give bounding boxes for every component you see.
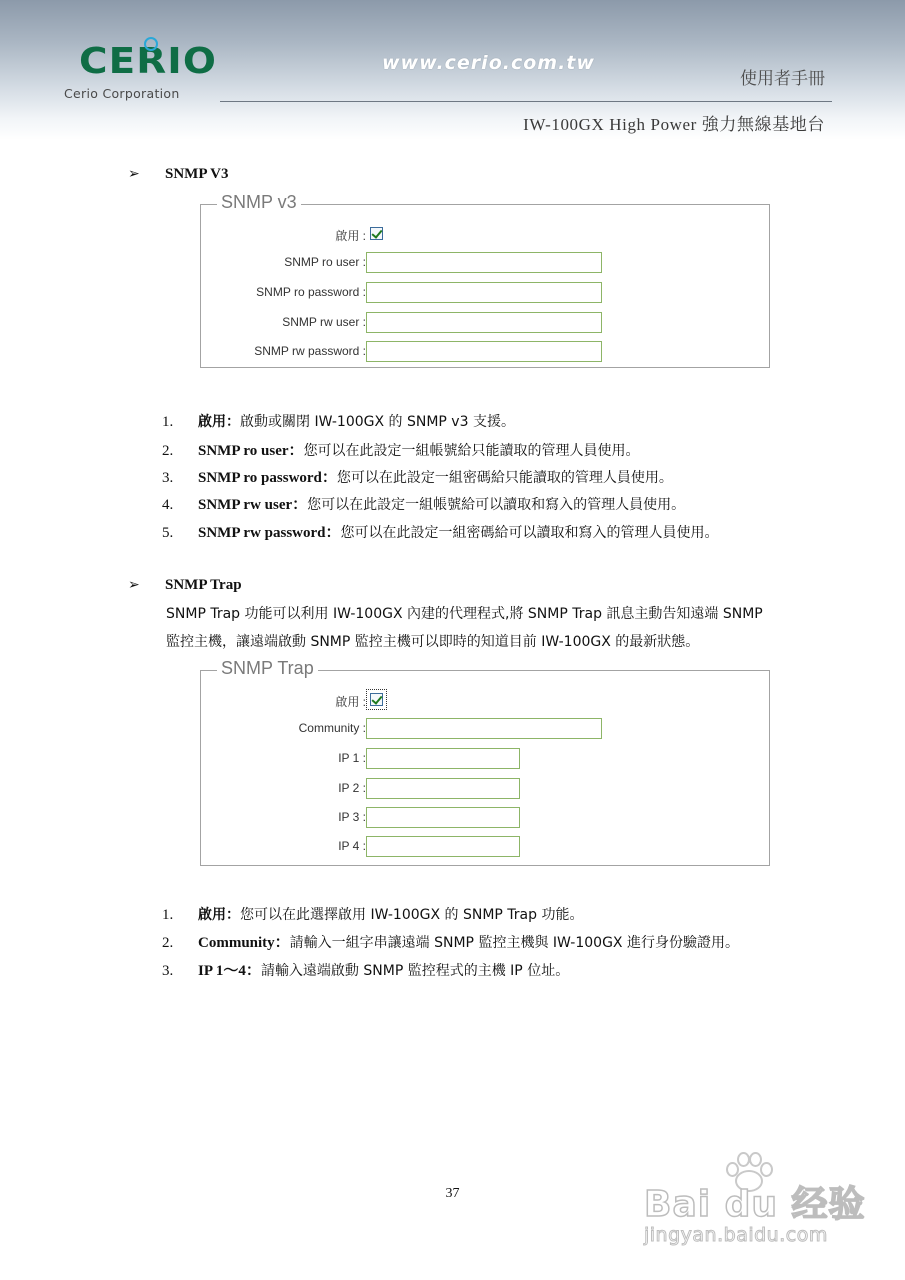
manual-title: 使用者手冊 [740,69,825,89]
list-item: 3. IP 1～4：請輸入遠端啟動 SNMP 監控程式的主機 IP 位址。 [162,963,570,979]
logo-wordmark: CERIO [79,41,217,82]
list-item: 3. SNMP ro password：您可以在此設定一組密碼給只能讀取的管理人員使用。 [162,470,673,486]
bullet-arrow-icon: ➢ [128,166,140,182]
company-name: Cerio Corporation [64,86,180,101]
watermark-brand: Bai du 经验 [644,1184,866,1225]
snmp-ro-password-input[interactable] [366,282,602,303]
rw-user-label: SNMP rw user : [282,315,366,329]
ip3-label: IP 3 : [338,810,366,824]
snmp-trap-enable-checkbox[interactable] [370,693,383,706]
snmp-v3-legend: SNMP v3 [217,192,301,213]
community-input[interactable] [366,718,602,739]
snmp-trap-heading-text: SNMP Trap [165,577,242,593]
snmp-v3-rw-user-row [201,312,769,334]
header-divider [220,101,832,102]
snmp-v3-heading-text: SNMP V3 [165,166,229,182]
community-label: Community : [298,721,366,735]
list-item: 5. SNMP rw password：您可以在此設定一組密碼給可以讀取和寫入的管理人員使用。 [162,525,719,541]
product-title: IW-100GX High Power 強力無線基地台 [523,115,825,134]
snmp-trap-legend: SNMP Trap [217,658,318,679]
ip2-row [201,778,769,800]
snmp-rw-user-input[interactable] [366,312,602,333]
snmp-v3-ro-user-row [201,252,769,274]
ip2-input[interactable] [366,778,520,799]
ro-password-label: SNMP ro password : [256,285,366,299]
list-item: 2. SNMP ro user：您可以在此設定一組帳號給只能讀取的管理人員使用。 [162,443,640,459]
snmp-v3-ro-password-row [201,282,769,304]
snmp-v3-fieldset [200,192,770,368]
section-heading-snmp-v3 [128,166,228,183]
ro-user-label: SNMP ro user : [284,255,366,269]
list-item: 1. 啟用：您可以在此選擇啟用 IW-100GX 的 SNMP Trap 功能。 [162,907,584,923]
ip3-input[interactable] [366,807,520,828]
ip2-label: IP 2 : [338,781,366,795]
ip4-input[interactable] [366,836,520,857]
snmp-rw-password-input[interactable] [366,341,602,362]
ip3-row [201,807,769,829]
ip1-row [201,748,769,770]
logo-dot-icon [144,37,158,51]
page-number: 37 [445,1186,460,1201]
list-item: 1. 啟用：啟動或關閉 IW-100GX 的 SNMP v3 支援。 [162,414,515,430]
snmp-trap-enable-row [201,690,769,712]
ip1-label: IP 1 : [338,751,366,765]
list-item: 2. Community：請輸入一組字串讓遠端 SNMP 監控主機與 IW-100GX 進行身份驗證用。 [162,935,739,951]
ip1-input[interactable] [366,748,520,769]
rw-password-label: SNMP rw password : [254,344,366,358]
cerio-logo [62,38,217,108]
snmp-v3-rw-password-row [201,341,769,363]
enable-label: 啟用 : [335,229,366,243]
watermark-url: jingyan.baidu.com [644,1224,828,1246]
bullet-arrow-icon: ➢ [128,577,140,593]
baidu-watermark [640,1150,880,1260]
snmp-trap-fieldset [200,658,770,866]
ip4-label: IP 4 : [338,839,366,853]
ip4-row [201,836,769,858]
website-url: www.cerio.com.tw [382,52,595,74]
snmp-ro-user-input[interactable] [366,252,602,273]
list-item: 4. SNMP rw user：您可以在此設定一組帳號給可以讀取和寫入的管理人員使用。 [162,497,686,513]
trap-description-line-1: SNMP Trap 功能可以利用 IW-100GX 內建的代理程式,將 SNMP Trap 訊息主動告知遠端 SNMP [166,606,763,622]
page-header [0,0,905,140]
enable-label: 啟用 : [335,695,366,709]
community-row [201,718,769,740]
trap-description-line-2: 監控主機，讓遠端啟動 SNMP 監控主機可以即時的知道目前 IW-100GX 的最新狀態。 [166,634,700,650]
snmp-v3-enable-checkbox[interactable] [370,227,383,240]
section-heading-snmp-trap [128,577,242,594]
snmp-v3-enable-row [201,224,769,246]
